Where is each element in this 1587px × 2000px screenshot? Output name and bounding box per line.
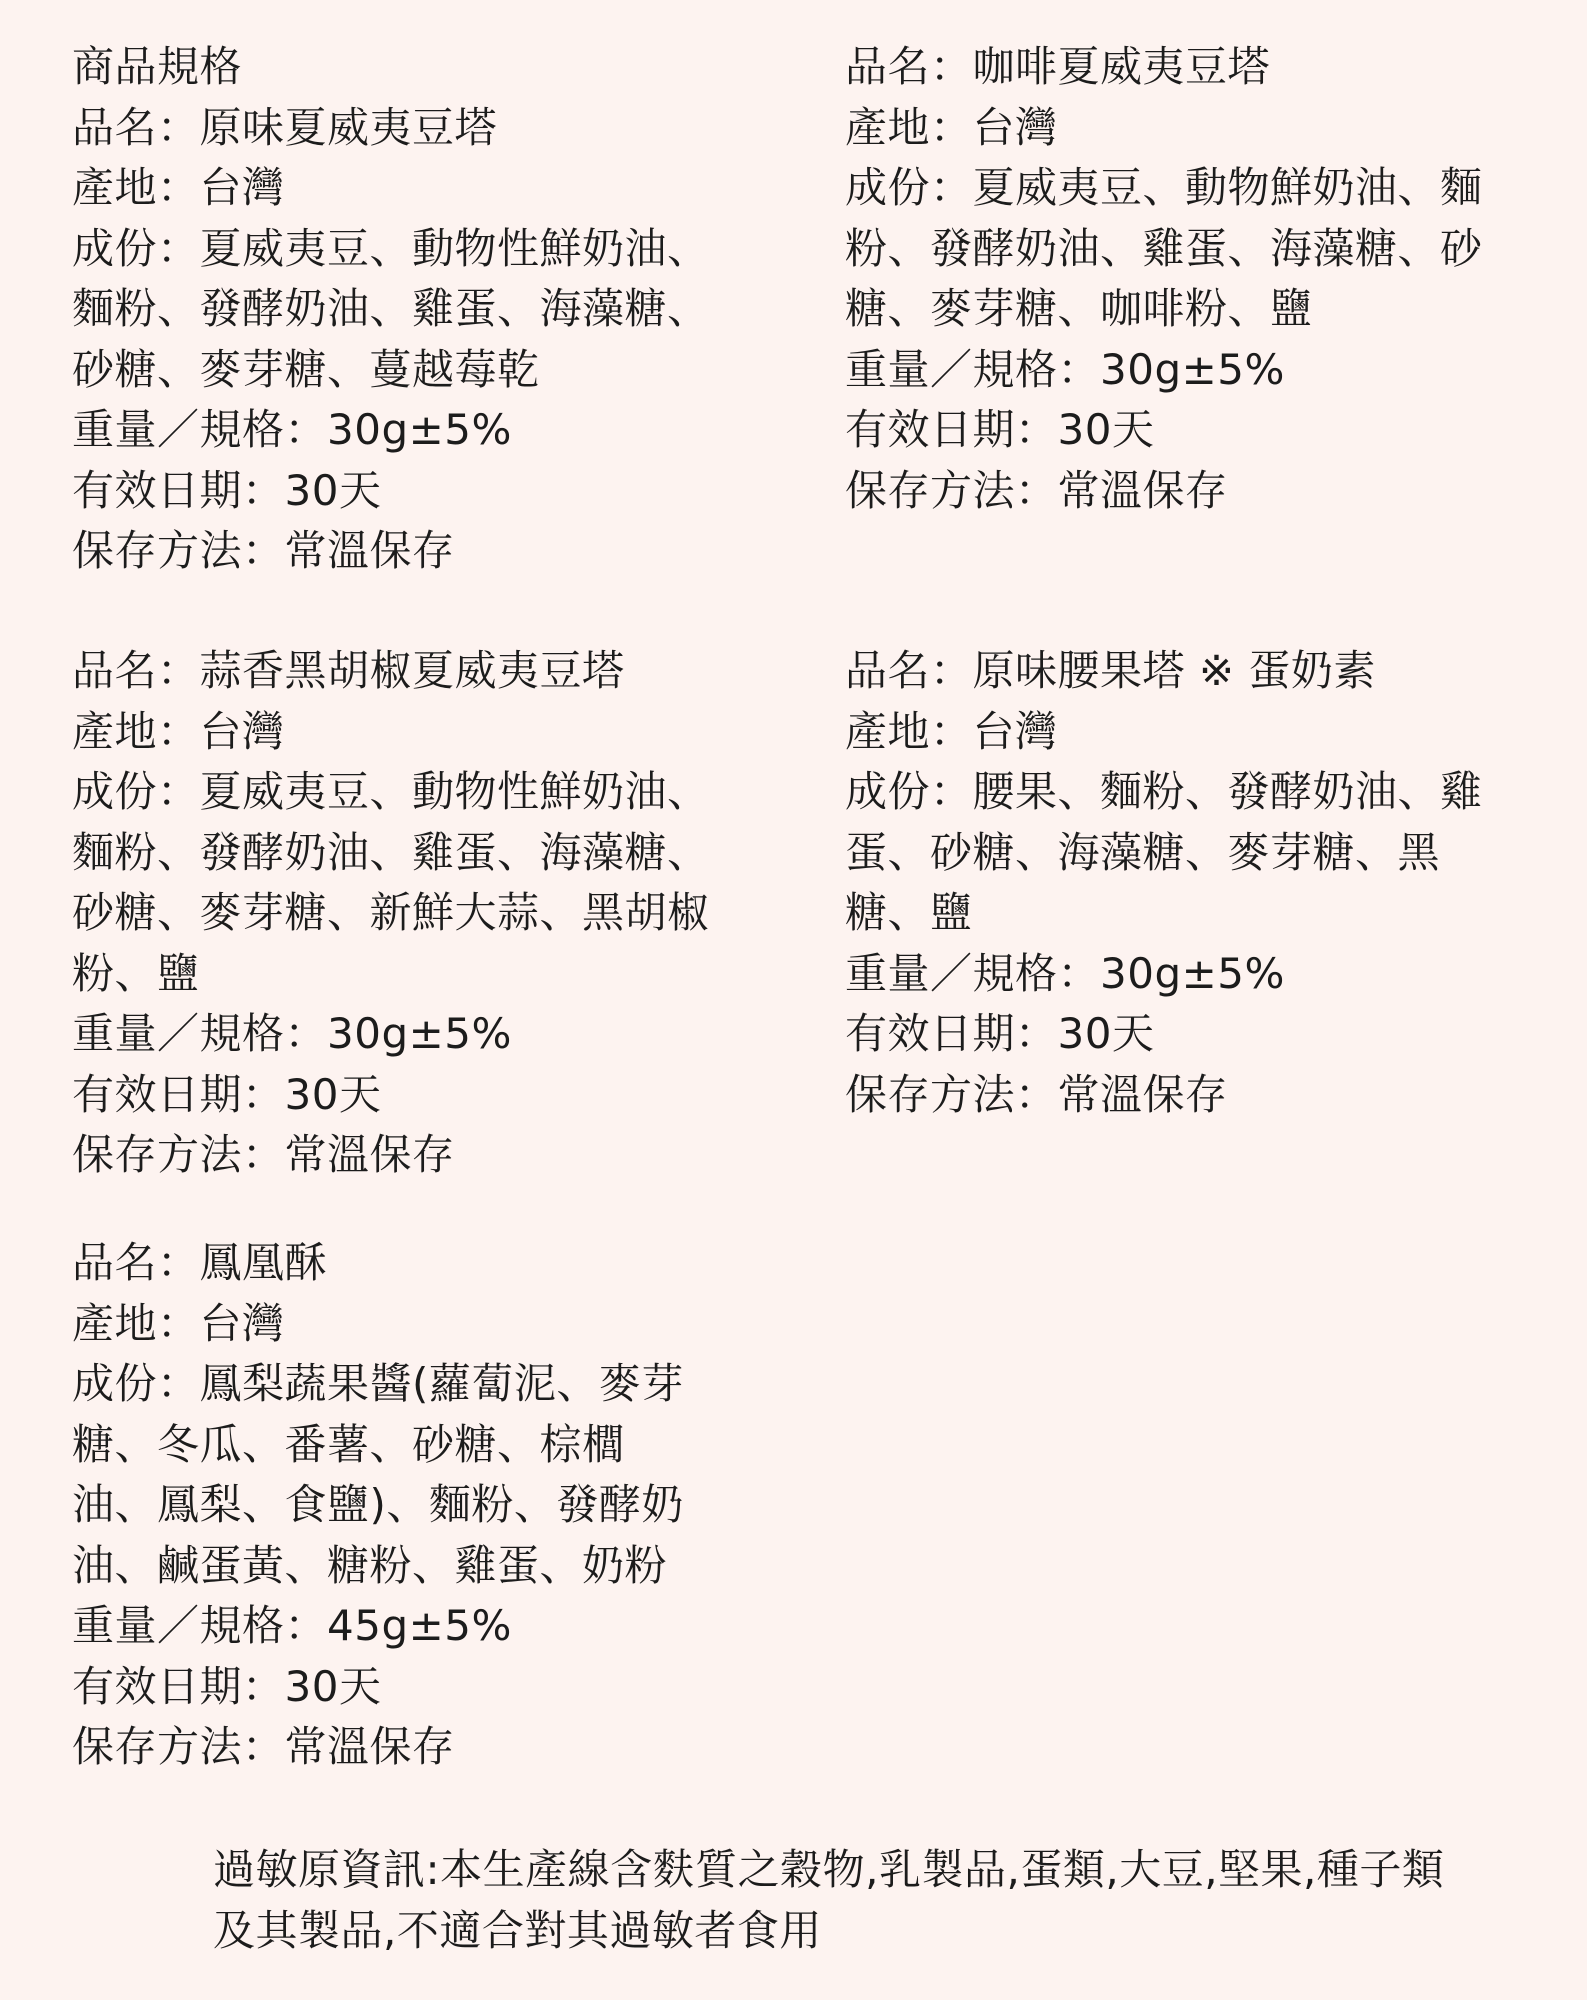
product-ingredients-line: 成份：夏威夷豆、動物性鮮奶油、 bbox=[72, 767, 710, 816]
product-weight: 重量／規格：30g±5% bbox=[72, 1009, 512, 1058]
product-block-phoenix-pastry bbox=[72, 1233, 684, 1778]
product-block-garlic-pepper-macadamia-tart bbox=[72, 641, 710, 1186]
product-storage: 保存方法：常溫保存 bbox=[72, 1722, 455, 1771]
product-ingredients-line: 糖、冬瓜、番薯、砂糖、棕櫚 bbox=[72, 1419, 625, 1469]
product-storage: 保存方法：常溫保存 bbox=[845, 465, 1228, 515]
product-ingredients-line: 砂糖、麥芽糖、新鮮大蒜、黑胡椒 bbox=[72, 888, 710, 937]
product-ingredients-line: 蛋、砂糖、海藻糖、麥芽糖、黑 bbox=[845, 827, 1441, 877]
product-name: 品名：蒜香黑胡椒夏威夷豆塔 bbox=[72, 646, 625, 695]
product-origin: 產地：台灣 bbox=[72, 706, 285, 756]
product-block-original-macadamia-tart bbox=[72, 37, 710, 582]
product-ingredients-line: 油、鳳梨、食鹽)、麵粉、發酵奶 bbox=[72, 1480, 684, 1529]
product-shelf-life: 有效日期：30天 bbox=[72, 1069, 382, 1119]
product-ingredients-line: 成份：夏威夷豆、動物性鮮奶油、 bbox=[72, 223, 710, 273]
product-origin: 產地：台灣 bbox=[72, 1298, 285, 1348]
product-name: 品名：咖啡夏威夷豆塔 bbox=[845, 42, 1271, 91]
product-ingredients-line: 油、鹹蛋黃、糖粉、雞蛋、奶粉 bbox=[72, 1540, 668, 1590]
allergen-notice-line: 及其製品,不適合對其過敏者食用 bbox=[213, 1905, 822, 1955]
product-ingredients-line: 糖、鹽 bbox=[845, 888, 973, 937]
allergen-notice bbox=[213, 1840, 1444, 1961]
product-name: 品名：鳳凰酥 bbox=[72, 1238, 328, 1287]
product-ingredients-line: 糖、麥芽糖、咖啡粉、鹽 bbox=[845, 284, 1313, 333]
product-ingredients-line: 成份：腰果、麵粉、發酵奶油、雞 bbox=[845, 767, 1483, 816]
product-weight: 重量／規格：45g±5% bbox=[72, 1601, 512, 1650]
product-ingredients-line: 成份：夏威夷豆、動物鮮奶油、麵 bbox=[845, 163, 1483, 212]
product-block-cashew-tart bbox=[845, 641, 1483, 1125]
product-ingredients-line: 粉、鹽 bbox=[72, 948, 200, 998]
product-ingredients-line: 麵粉、發酵奶油、雞蛋、海藻糖、 bbox=[72, 284, 710, 333]
product-ingredients-line: 粉、發酵奶油、雞蛋、海藻糖、砂 bbox=[845, 223, 1483, 273]
product-shelf-life: 有效日期：30天 bbox=[845, 1009, 1155, 1058]
product-origin: 產地：台灣 bbox=[845, 706, 1058, 756]
product-storage: 保存方法：常溫保存 bbox=[72, 1130, 455, 1179]
product-shelf-life: 有效日期：30天 bbox=[72, 465, 382, 515]
product-block-coffee-macadamia-tart bbox=[845, 37, 1483, 521]
section-title: 商品規格 bbox=[72, 42, 243, 91]
product-shelf-life: 有效日期：30天 bbox=[72, 1661, 382, 1711]
product-ingredients-line: 麵粉、發酵奶油、雞蛋、海藻糖、 bbox=[72, 827, 710, 877]
allergen-notice-line: 過敏原資訊:本生產線含麩質之穀物,乳製品,蛋類,大豆,堅果,種子類 bbox=[213, 1845, 1445, 1894]
product-name: 品名：原味腰果塔 ※ 蛋奶素 bbox=[845, 646, 1376, 695]
product-weight: 重量／規格：30g±5% bbox=[845, 344, 1285, 394]
product-storage: 保存方法：常溫保存 bbox=[72, 526, 455, 575]
product-storage: 保存方法：常溫保存 bbox=[845, 1069, 1228, 1119]
product-origin: 產地：台灣 bbox=[72, 163, 285, 212]
product-shelf-life: 有效日期：30天 bbox=[845, 405, 1155, 454]
product-ingredients-line: 成份：鳳梨蔬果醬(蘿蔔泥、麥芽 bbox=[72, 1359, 684, 1408]
product-name: 品名：原味夏威夷豆塔 bbox=[72, 102, 498, 152]
product-weight: 重量／規格：30g±5% bbox=[72, 405, 512, 454]
product-weight: 重量／規格：30g±5% bbox=[845, 948, 1285, 998]
product-ingredients-line: 砂糖、麥芽糖、蔓越莓乾 bbox=[72, 344, 540, 394]
product-origin: 產地：台灣 bbox=[845, 102, 1058, 152]
